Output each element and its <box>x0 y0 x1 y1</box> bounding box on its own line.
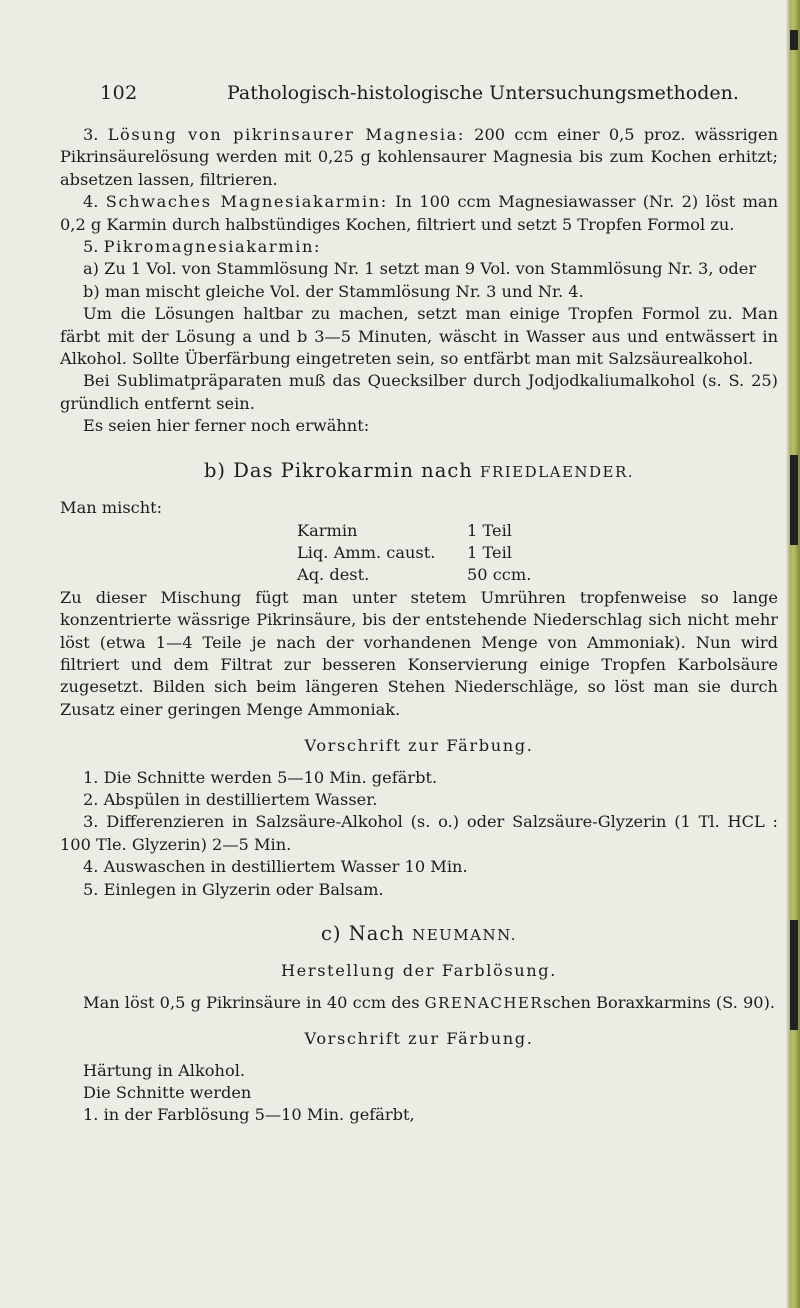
step: 1. Die Schnitte werden 5—10 Min. gefärbt. <box>83 767 438 787</box>
option-a: a) Zu 1 Vol. von Stammlösung Nr. 1 setzt man 9 Vol. von Stammlösung Nr. 3, oder <box>83 259 757 279</box>
ingredient-amount: 50 ccm. <box>467 565 532 585</box>
page-number: 102 <box>100 82 138 104</box>
paragraph-solution-3 <box>60 124 778 191</box>
recipe-row <box>297 542 567 564</box>
heading-text: c) Nach <box>320 922 413 945</box>
text: Man löst 0,5 g Pikrinsäure in 40 ccm des <box>83 992 425 1012</box>
recipe-row <box>297 520 567 542</box>
item-name: Lösung von pikrinsaurer Magnesia: <box>107 125 465 144</box>
ingredient-amount: 1 Teil <box>467 542 512 562</box>
paragraph: Es seien hier ferner noch erwähnt: <box>83 416 370 436</box>
paragraph-solution-4 <box>60 191 778 236</box>
step: 4. Auswaschen in destilliertem Wasser 10 Min. <box>83 857 468 877</box>
subheading: Herstellung der Farblösung. <box>280 961 558 981</box>
paragraph: Zu dieser Mischung fügt man unter stetem Umrühren tropfenweise so lange konzentrierte wässrige Pikrinsäure, bis der entstehende Niederschlag sich nicht mehr löst (etwa 1—4 Teile je nach der vorhandenen Menge von Ammoniak). Nun wird filtriert und dem Filtrat zur besseren Konservierung einige Tropfen Karbolsäure zugesetzt. Bilden sich beim längeren Stehen Niederschläge, so löst man sie durch Zusatz einer geringen Menge Ammoniak. <box>60 587 778 719</box>
item-text: 200 ccm einer 0,5 proz. wässrigen Pikrinsäurelösung werden mit 0,25 g kohlensaurer Magnesia bis zum Kochen erhitzt; absetzen lassen, filtrieren. <box>60 125 778 189</box>
heading-text: b) Das Pikrokarmin nach <box>203 458 481 482</box>
line: Die Schnitte werden <box>83 1083 252 1103</box>
paragraph <box>60 992 778 1014</box>
item-text: In 100 ccm Magnesiawasser (Nr. 2) löst man 0,2 g Karmin durch halbstündiges Kochen, filtriert und setzt 5 Tropfen Formol zu. <box>60 192 778 234</box>
ingredient-name: Liq. Amm. caust. <box>297 542 436 562</box>
section-heading-b <box>60 460 778 483</box>
item-name: Pikromagnesiakarmin: <box>103 237 322 257</box>
line: Härtung in Alkohol. <box>83 1060 246 1080</box>
item-number: 4. <box>83 192 106 212</box>
paragraph: Bei Sublimatpräparaten muß das Quecksilber durch Jodjodkaliumalkohol (s. S. 25) gründlich entfernt sein. <box>60 371 778 413</box>
item-name: Schwaches Magnesiakarmin: <box>105 192 388 212</box>
running-header <box>0 82 786 112</box>
ingredient-name: Aq. dest. <box>297 565 370 585</box>
line: 1. in der Farblösung 5—10 Min. gefärbt, <box>83 1105 415 1125</box>
page-edge <box>786 0 800 1308</box>
step: 3. Differenzieren in Salzsäure-Alkohol (s. o.) oder Salzsäure-Glyzerin (1 Tl. HCL : 100 Tle. Glyzerin) 2—5 Min. <box>60 812 778 854</box>
mix-intro: Man mischt: <box>60 498 163 518</box>
recipe-list <box>297 520 567 587</box>
page-body <box>60 124 778 1127</box>
item-number: 3. <box>83 125 108 144</box>
page-edge-shadow <box>790 455 798 545</box>
page-edge-shadow <box>790 920 798 1030</box>
paragraph: Um die Lösungen haltbar zu machen, setzt man einige Tropfen Formol zu. Man färbt mit der Lösung a und b 3—5 Minuten, wäscht in Wasser aus und entwässert in Alkohol. Sollte Überfärbung eingetreten sein, so entfärbt man mit Salzsäurealkohol. <box>60 304 778 369</box>
option-b: b) man mischt gleiche Vol. der Stammlösung Nr. 3 und Nr. 4. <box>83 281 584 301</box>
step: 2. Abspülen in destilliertem Wasser. <box>83 789 378 809</box>
subheading: Vorschrift zur Färbung. <box>304 736 534 756</box>
heading-author: NEUMANN. <box>412 926 518 944</box>
subheading: Vorschrift zur Färbung. <box>304 1029 534 1049</box>
ingredient-name: Karmin <box>297 520 358 540</box>
item-number: 5. <box>83 237 104 257</box>
ingredient-amount: 1 Teil <box>467 520 512 540</box>
paragraph-solution-5 <box>60 236 778 258</box>
running-title: Pathologisch-histologische Untersuchungsmethoden. <box>227 82 739 104</box>
recipe-row <box>297 564 567 586</box>
heading-author: FRIEDLAENDER. <box>480 462 635 481</box>
author-name: GRENACHER <box>424 993 544 1012</box>
page-edge-shadow <box>790 30 798 50</box>
step: 5. Einlegen in Glyzerin oder Balsam. <box>83 879 384 899</box>
text: schen Boraxkarmins (S. 90). <box>543 992 776 1012</box>
section-heading-c <box>60 923 778 946</box>
